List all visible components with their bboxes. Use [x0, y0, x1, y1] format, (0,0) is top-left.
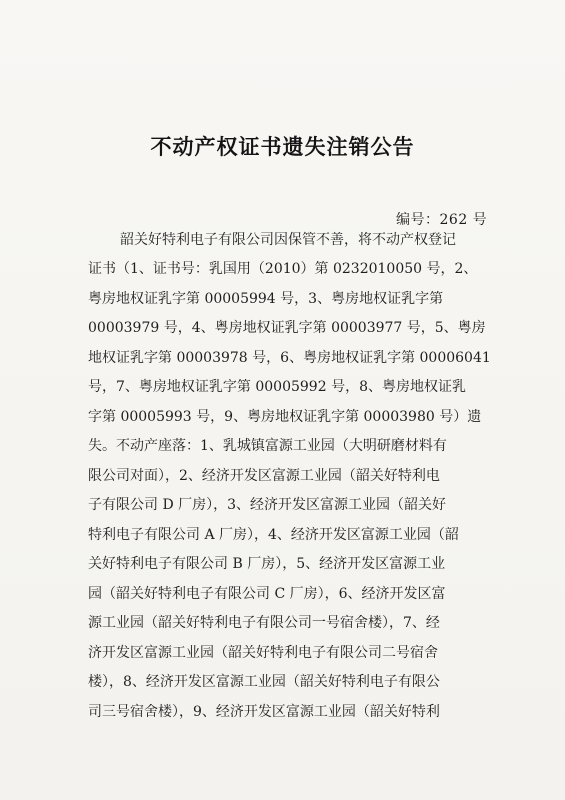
body-line: 楼），8、经济开发区富源工业园（韶关好特利电子有限公	[88, 674, 440, 690]
body-line: 限公司对面），2、经济开发区富源工业园（韶关好特利电	[88, 468, 440, 484]
body-line: 园（韶关好特利电子有限公司 C 厂房），6、经济开发区富	[88, 586, 446, 602]
body-line: 地权证乳字第 00003978 号，6、粤房地权证乳字第 00006041	[88, 350, 491, 366]
body-line: 号，7、粤房地权证乳字第 00005992 号，8、粤房地权证乳	[88, 379, 466, 395]
body-line: 韶关好特利电子有限公司因保管不善，将不动产权登记	[120, 232, 456, 248]
body-line: 00003979 号，4、粤房地权证乳字第 00003977 号，5、粤房	[88, 320, 486, 336]
document-title: 不动产权证书遗失注销公告	[150, 135, 415, 159]
body-line: 司三号宿舍楼），9、经济开发区富源工业园（韶关好特利	[88, 704, 440, 720]
body-line: 关好特利电子有限公司 B 厂房），5、经济开发区富源工业	[88, 556, 446, 572]
body-line: 源工业园（韶关好特利电子有限公司一号宿舍楼），7、经	[88, 615, 440, 631]
body-line: 特利电子有限公司 A 厂房），4、经济开发区富源工业园（韶	[88, 527, 459, 543]
body-line: 失。不动产座落：1、乳城镇富源工业园（大明研磨材料有	[88, 438, 447, 454]
document-number: 编号：262 号	[396, 212, 488, 228]
body-line: 济开发区富源工业园（韶关好特利电子有限公司二号宿舍	[88, 645, 438, 661]
body-line: 子有限公司 D 厂房），3、经济开发区富源工业园（韶关好	[88, 497, 447, 513]
body-line: 字第 00005993 号，9、粤房地权证乳字第 00003980 号）遗	[88, 409, 482, 425]
body-line: 证书（1、证书号：乳国用（2010）第 0232010050 号，2、	[88, 261, 478, 277]
body-line: 粤房地权证乳字第 00005994 号，3、粤房地权证乳字第	[88, 291, 444, 307]
